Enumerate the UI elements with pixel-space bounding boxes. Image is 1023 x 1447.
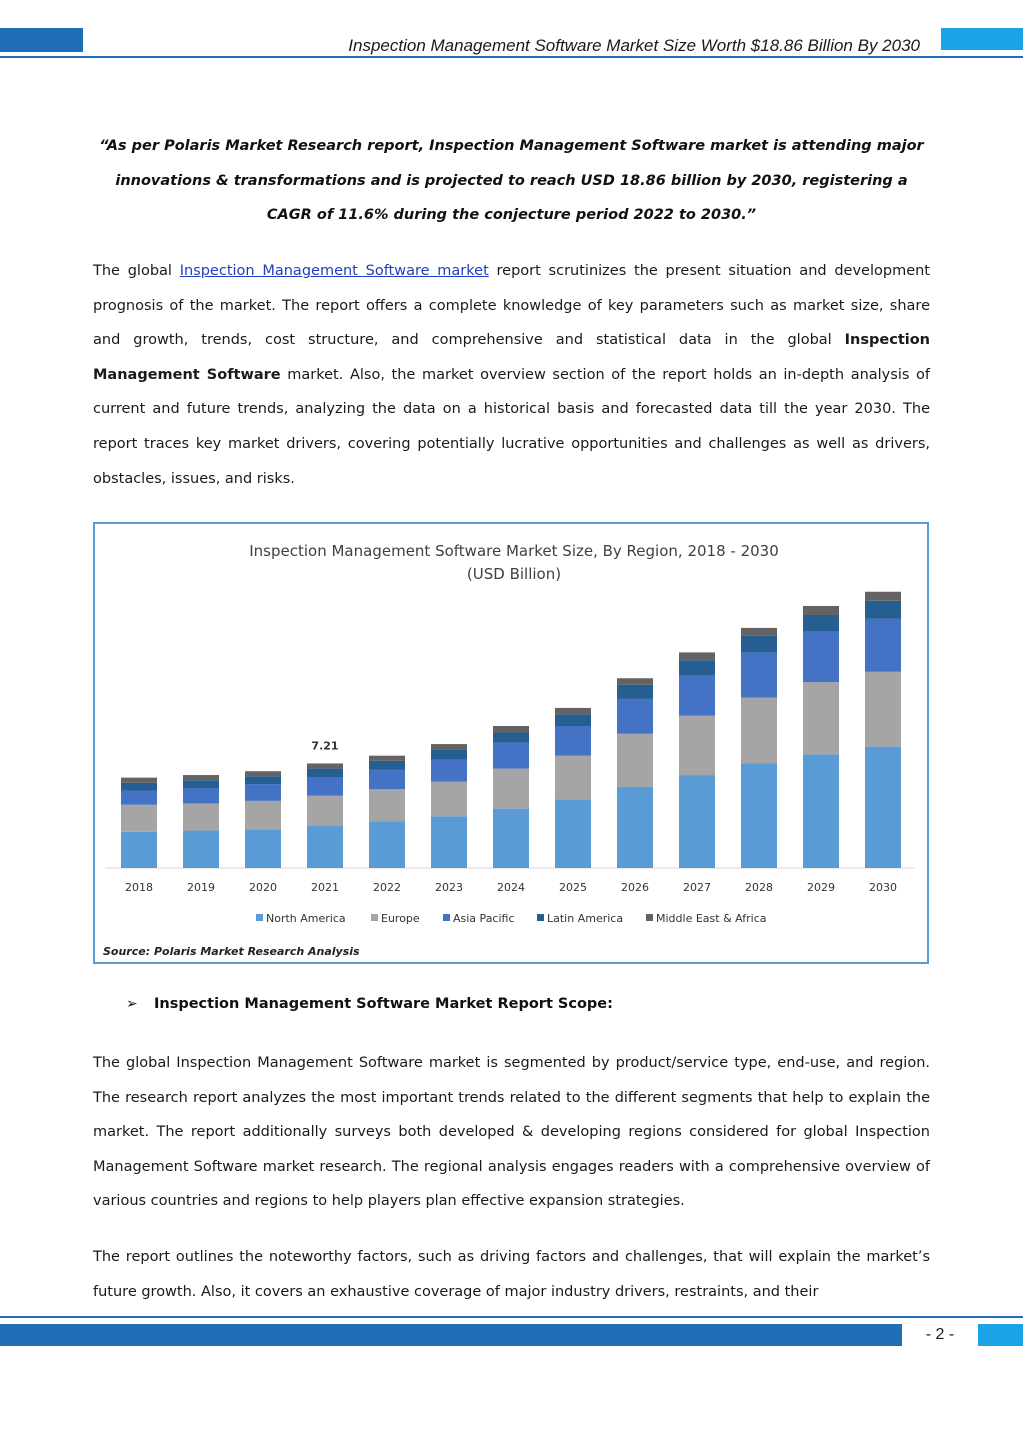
x-tick-label: 2019	[187, 881, 215, 894]
bar-segment-2030-latin-america	[865, 601, 901, 619]
bar-segment-2027-asia-pacific	[679, 676, 715, 716]
legend-swatch	[537, 914, 544, 921]
legend-swatch	[646, 914, 653, 921]
intro-middle: report scrutinizes the present situation and development prognosis of the market. The report offers a complete knowledge of key parameters such as market size, share and growth, trends, cost structure, and comprehensive and statistical data in the global	[93, 263, 930, 349]
bar-segment-2029-asia-pacific	[803, 632, 839, 682]
x-tick-label: 2026	[621, 881, 649, 894]
bar-segment-2027-latin-america	[679, 660, 715, 675]
bar-segment-2020-north-america	[245, 829, 281, 868]
bar-segment-2018-north-america	[121, 832, 157, 868]
bar-segment-2029-north-america	[803, 754, 839, 868]
x-tick-label: 2024	[497, 881, 525, 894]
x-tick-label: 2023	[435, 881, 463, 894]
bar-segment-2018-asia-pacific	[121, 791, 157, 805]
bar-segment-2030-asia-pacific	[865, 619, 901, 672]
bar-segment-2022-latin-america	[369, 761, 405, 770]
bar-segment-2029-europe	[803, 682, 839, 754]
footer-accent-left	[0, 1324, 902, 1346]
footer-rule	[0, 1316, 1023, 1318]
intro-prefix: The global	[93, 263, 180, 279]
x-tick-label: 2027	[683, 881, 711, 894]
bar-segment-2019-north-america	[183, 831, 219, 868]
chart-subtitle: (USD Billion)	[466, 565, 562, 583]
chart-title: Inspection Management Software Market Size, By Region, 2018 - 2030	[249, 542, 779, 560]
bar-segment-2029-middle-east-africa	[803, 606, 839, 615]
bar-segment-2019-middle-east-africa	[183, 775, 219, 780]
bar-segment-2028-latin-america	[741, 636, 777, 653]
legend-swatch	[443, 914, 450, 921]
bar-segment-2027-north-america	[679, 775, 715, 868]
bar-segment-2018-middle-east-africa	[121, 778, 157, 783]
bar-segment-2021-europe	[307, 796, 343, 826]
legend-label: Middle East & Africa	[656, 912, 767, 925]
bar-segment-2019-latin-america	[183, 780, 219, 788]
bar-segment-2026-europe	[617, 734, 653, 787]
x-tick-label: 2028	[745, 881, 773, 894]
market-report-link[interactable]: Inspection Management Software market	[179, 263, 489, 279]
bar-segment-2026-latin-america	[617, 685, 653, 699]
bar-segment-2022-north-america	[369, 822, 405, 868]
highlight-quote: “As per Polaris Market Research report, Inspection Management Software market is attending major innovations & transformations and is projected to reach USD 18.86 billion by 2030, registering a CAGR of 11.6% during the conjecture period 2022 to 2030.”	[99, 138, 924, 223]
bar-segment-2019-europe	[183, 803, 219, 830]
bar-segment-2021-asia-pacific	[307, 778, 343, 796]
header-accent-right	[941, 28, 1023, 50]
bar-segment-2030-north-america	[865, 747, 901, 868]
header-rule	[0, 56, 1023, 58]
bar-segment-2018-latin-america	[121, 783, 157, 791]
legend-swatch	[371, 914, 378, 921]
bar-segment-2021-middle-east-africa	[307, 763, 343, 768]
bar-segment-2024-latin-america	[493, 732, 529, 742]
x-tick-label: 2025	[559, 881, 587, 894]
intro-paragraph	[93, 254, 930, 496]
legend-swatch	[256, 914, 263, 921]
bar-segment-2022-asia-pacific	[369, 770, 405, 789]
data-labels	[311, 739, 338, 752]
intro-bold-term: Inspection Management Software	[93, 332, 930, 383]
bar-segment-2025-asia-pacific	[555, 726, 591, 756]
bar-segment-2025-latin-america	[555, 714, 591, 726]
intro-suffix: market. Also, the market overview section of the report holds an in-depth analysis of current and future trends, analyzing the data on a historical basis and forecasted data till the year 2030. The report traces key market drivers, covering potentially lucrative opportunities and challenges as well as drivers, obstacles, issues, and risks.	[93, 366, 931, 487]
x-tick-label: 2029	[807, 881, 835, 894]
bar-segment-2028-asia-pacific	[741, 652, 777, 697]
outline-paragraph: The report outlines the noteworthy factors, such as driving factors and challenges, that will explain the market’s future growth. Also, it covers an exhaustive coverage of major industry drivers, restraints, and their	[93, 1249, 930, 1300]
report-scope-heading	[126, 996, 613, 1012]
page-number: - 2 -	[925, 1326, 955, 1343]
bar-segment-2023-latin-america	[431, 749, 467, 759]
arrow-bullet-icon: ➢	[126, 996, 138, 1012]
bar-segment-2028-middle-east-africa	[741, 628, 777, 636]
x-tick-label: 2021	[311, 881, 339, 894]
bar-segment-2019-asia-pacific	[183, 788, 219, 803]
market-size-chart	[93, 522, 929, 964]
bar-segment-2022-europe	[369, 789, 405, 821]
bar-segment-2021-latin-america	[307, 769, 343, 778]
header-title: Inspection Management Software Market Size Worth $18.86 Billion By 2030	[348, 36, 920, 55]
bar-segment-2022-middle-east-africa	[369, 756, 405, 761]
bar-segment-2026-asia-pacific	[617, 699, 653, 734]
bar-segment-2028-europe	[741, 698, 777, 764]
legend-label: North America	[266, 912, 346, 925]
bar-segment-2024-north-america	[493, 809, 529, 868]
bar-segment-2023-asia-pacific	[431, 760, 467, 782]
chart-legend	[256, 912, 767, 925]
bar-segment-2024-middle-east-africa	[493, 726, 529, 732]
bar-segment-2023-north-america	[431, 816, 467, 868]
bar-segment-2025-europe	[555, 756, 591, 800]
bar-segment-2029-latin-america	[803, 615, 839, 632]
bar-segment-2018-europe	[121, 805, 157, 832]
bars-group	[121, 592, 901, 868]
legend-label: Asia Pacific	[453, 912, 515, 925]
bar-segment-2023-europe	[431, 782, 467, 817]
bar-segment-2023-middle-east-africa	[431, 744, 467, 749]
bar-segment-2025-middle-east-africa	[555, 708, 591, 714]
bar-segment-2024-europe	[493, 769, 529, 809]
chart-source: Source: Polaris Market Research Analysis	[103, 945, 360, 958]
bar-segment-2020-europe	[245, 801, 281, 829]
bar-segment-2024-asia-pacific	[493, 743, 529, 769]
bar-segment-2030-middle-east-africa	[865, 592, 901, 601]
bar-segment-2020-latin-america	[245, 776, 281, 784]
footer-accent-right	[978, 1324, 1023, 1346]
bar-segment-2026-middle-east-africa	[617, 678, 653, 684]
x-tick-label: 2030	[869, 881, 897, 894]
bar-segment-2027-middle-east-africa	[679, 652, 715, 660]
x-tick-label: 2022	[373, 881, 401, 894]
x-tick-label: 2018	[125, 881, 153, 894]
bar-segment-2020-asia-pacific	[245, 784, 281, 801]
bar-segment-2021-north-america	[307, 825, 343, 868]
bar-segment-2025-north-america	[555, 800, 591, 868]
bar-segment-2026-north-america	[617, 787, 653, 868]
x-tick-label: 2020	[249, 881, 277, 894]
bar-segment-2027-europe	[679, 716, 715, 775]
header-accent-left	[0, 28, 83, 52]
legend-label: Latin America	[547, 912, 624, 925]
x-tick-labels	[125, 881, 897, 894]
data-label: 7.21	[311, 739, 339, 753]
bar-segment-2030-europe	[865, 672, 901, 747]
report-scope-title: Inspection Management Software Market Report Scope:	[154, 996, 613, 1012]
legend-label: Europe	[381, 912, 420, 925]
bar-segment-2020-middle-east-africa	[245, 771, 281, 776]
bar-segment-2028-north-america	[741, 763, 777, 868]
chart-svg	[95, 524, 927, 962]
scope-paragraph: The global Inspection Management Software market is segmented by product/service type, end-use, and region. The research report analyzes the most important trends related to the different segments that help to explain the market. The report additionally surveys both developed & developing regions considered for global Inspection Management Software market research. The regional analysis engages readers with a comprehensive overview of various countries and regions to help players plan effective expansion strategies.	[93, 1055, 930, 1210]
